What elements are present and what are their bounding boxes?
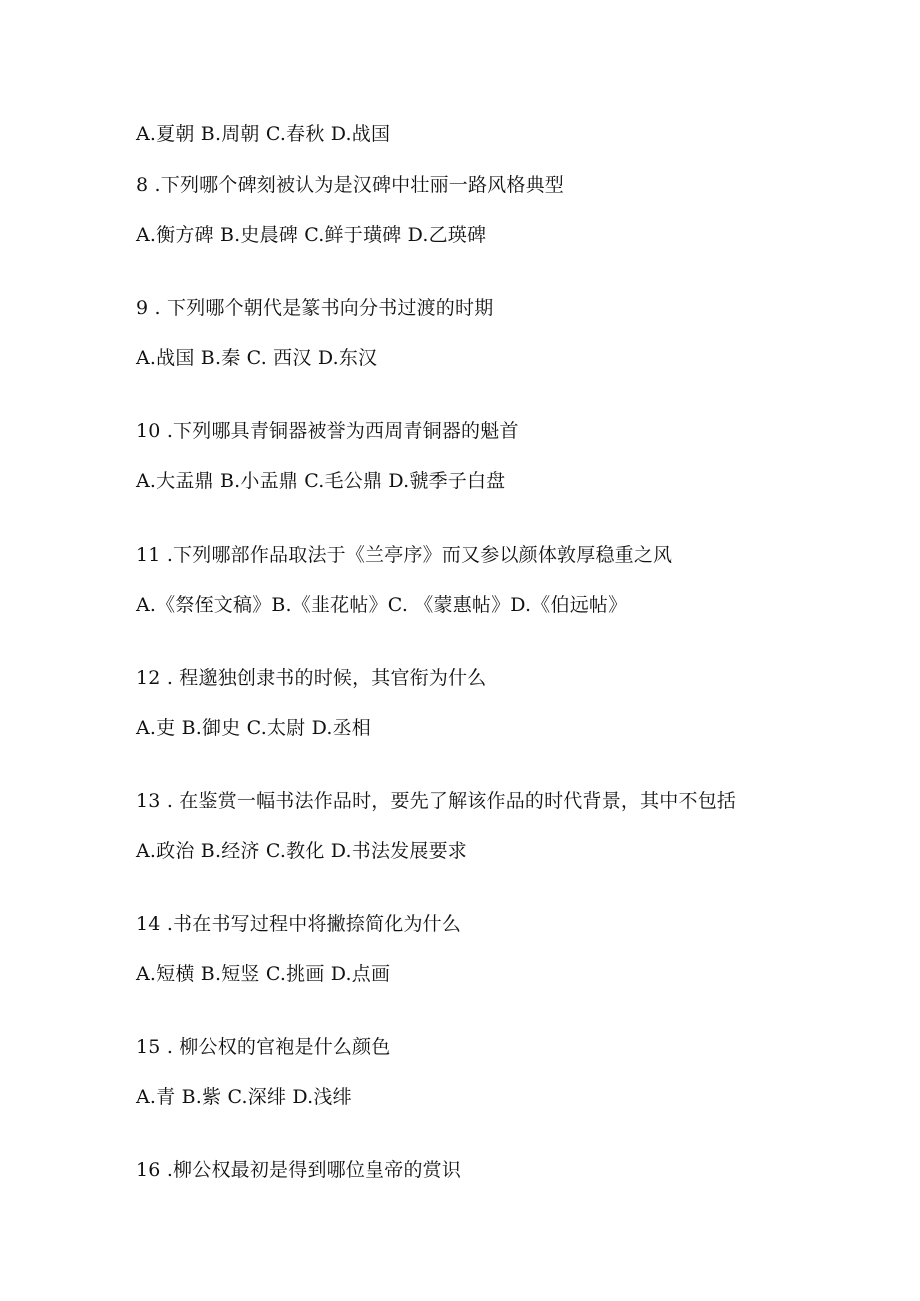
question-12: 12 . 程邈独创隶书的时候，其官衔为什么 [136,667,487,689]
question-10: 10 .下列哪具青铜器被誉为西周青铜器的魁首 [136,420,519,442]
options-line-q15: A.青 B.紫 C.深绯 D.浅绯 [136,1086,352,1108]
options-line-q12: A.吏 B.御史 C.太尉 D.丞相 [136,717,371,739]
options-line-q7: A.夏朝 B.周朝 C.春秋 D.战国 [136,123,391,145]
question-16: 16 .柳公权最初是得到哪位皇帝的赏识 [136,1159,462,1181]
options-line-q8: A.衡方碑 B.史晨碑 C.鲜于璜碑 D.乙瑛碑 [136,224,487,246]
question-13: 13 . 在鉴赏一幅书法作品时，要先了解该作品的时代背景，其中不包括 [136,790,737,812]
question-8: 8 .下列哪个碑刻被认为是汉碑中壮丽一路风格典型 [136,174,564,196]
options-line-q14: A.短横 B.短竖 C.挑画 D.点画 [136,963,391,985]
question-9: 9 . 下列哪个朝代是篆书向分书过渡的时期 [136,297,494,319]
question-14: 14 .书在书写过程中将撇捺简化为什么 [136,913,462,935]
options-line-q9: A.战国 B.秦 C. 西汉 D.东汉 [136,347,378,369]
options-line-q10: A.大盂鼎 B.小盂鼎 C.毛公鼎 D.虢季子白盘 [136,470,506,492]
options-line-q13: A.政治 B.经济 C.教化 D.书法发展要求 [136,840,467,862]
question-15: 15 . 柳公权的官袍是什么颜色 [136,1036,391,1058]
options-line-q11: A.《祭侄文稿》B.《韭花帖》C. 《蒙惠帖》D.《伯远帖》 [136,594,628,616]
question-11: 11 .下列哪部作品取法于《兰亭序》而又参以颜体敦厚稳重之风 [136,544,673,566]
